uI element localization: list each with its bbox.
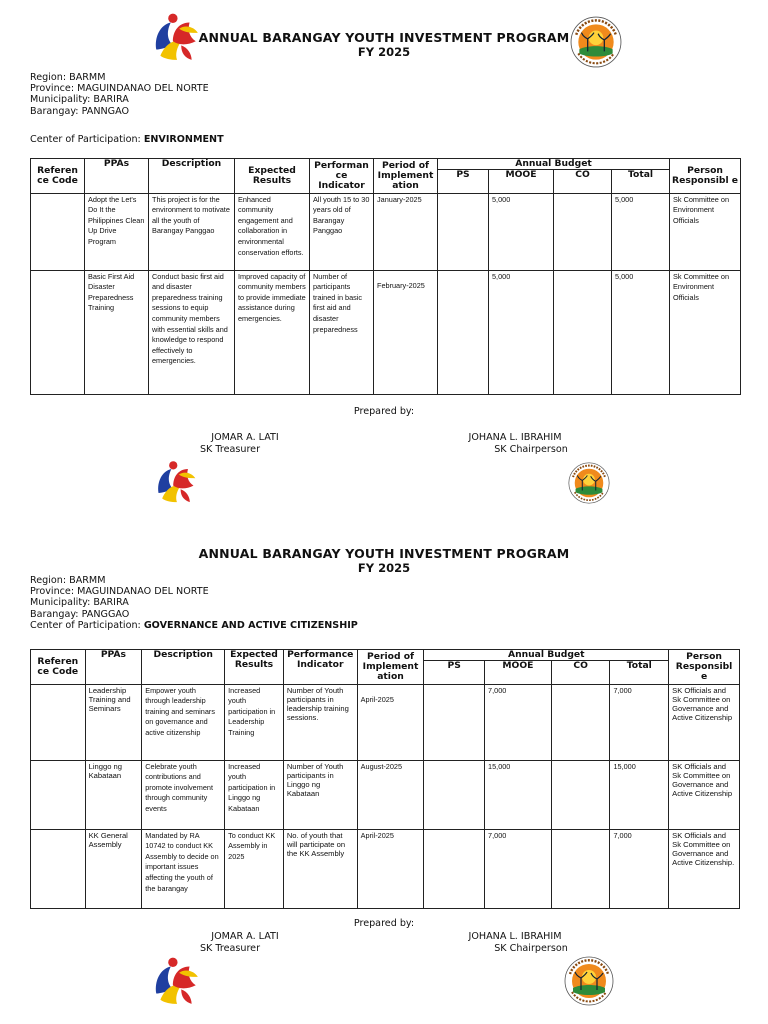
center-value: GOVERNANCE AND ACTIVE CITIZENSHIP (143, 619, 358, 631)
signer-2-title: SK Chairperson (494, 444, 568, 455)
cell-ppas: KK General Assembly (85, 829, 142, 908)
table-row (31, 684, 740, 760)
signer-1-title: SK Treasurer (199, 943, 261, 954)
header-ps: PS (438, 169, 489, 193)
signer-1-title: SK Treasurer (199, 444, 261, 455)
header-ps: PS (424, 660, 485, 684)
program-table (30, 649, 740, 909)
location-info (30, 72, 209, 117)
cell-ref (31, 193, 85, 270)
sk-logo-icon (150, 458, 202, 504)
cell-person: SK Officials and Sk Committee on Governance and Active Citizenship. (669, 829, 740, 908)
cell-total: 7,000 (610, 684, 669, 760)
center-of-participation (30, 620, 358, 631)
cell-ps (438, 270, 489, 394)
center-label: Center of Participation: (30, 134, 144, 145)
header-expected: Expected Results (235, 159, 310, 194)
cell-performance: Number of participants trained in basic first aid and disaster preparedness (310, 270, 374, 394)
cell-mooe: 5,000 (489, 270, 554, 394)
page-2 (0, 512, 768, 1024)
cell-ppas: Leadership Training and Seminars (85, 684, 142, 760)
cell-period: April-2025 (357, 684, 424, 760)
signer-1-name: JOMAR A. LATI (211, 931, 279, 942)
cell-period: August-2025 (357, 760, 424, 829)
cell-co (554, 193, 612, 270)
prepared-by: Prepared by: (353, 406, 415, 417)
header-total: Total (612, 169, 670, 193)
cell-total: 5,000 (612, 193, 670, 270)
province-line: Province: MAGUINDANAO DEL NORTE (30, 586, 209, 598)
cell-performance: All youth 15 to 30 years old of Barangay Panggao (310, 193, 374, 270)
program-table (30, 158, 741, 395)
barangay-line: Barangay: PANGGAO (30, 608, 130, 620)
table-row (31, 760, 740, 829)
cell-mooe: 7,000 (485, 684, 552, 760)
cell-period: February-2025 (374, 270, 438, 394)
header-ref: Referen ce Code (31, 650, 86, 685)
signer-2-name: JOHANA L. IBRAHIM (468, 931, 562, 942)
cell-mooe: 5,000 (489, 193, 554, 270)
barangay-seal-icon (563, 956, 615, 1006)
header-annual-budget: Annual Budget (424, 650, 669, 661)
header-co: CO (551, 660, 610, 684)
table-row (31, 193, 741, 270)
cell-expected: To conduct KK Assembly in 2025 (225, 829, 284, 908)
cell-co (551, 760, 610, 829)
cell-co (551, 684, 610, 760)
header-ppas: PPAs (85, 650, 142, 685)
header-ref: Referen ce Code (31, 159, 85, 194)
cell-description: This project is for the environment to motivate all the youth of Barangay Panggao (149, 193, 235, 270)
cell-ps (424, 760, 485, 829)
signer-2-name: JOHANA L. IBRAHIM (468, 432, 562, 443)
cell-ref (31, 684, 86, 760)
cell-period: January-2025 (374, 193, 438, 270)
province-line: Province: MAGUINDANAO DEL NORTE (30, 83, 209, 95)
header-annual-budget: Annual Budget (438, 159, 670, 170)
municipality-line: Municipality: BARIRA (30, 94, 129, 106)
cell-ps (424, 829, 485, 908)
cell-ppas: Adopt the Let's Do It the Philippines Clean Up Drive Program (85, 193, 149, 270)
cell-person: Sk Committee on Environment Officials (670, 193, 741, 270)
cell-expected: Improved capacity of community members to provide immediate assistance during emergencies. (235, 270, 310, 394)
location-info (30, 575, 358, 631)
signer-2-title: SK Chairperson (494, 943, 568, 954)
cell-performance: Number of Youth participants in Linggo ng Kabataan (283, 760, 357, 829)
cell-total: 15,000 (610, 760, 669, 829)
header-performance: Performan ce Indicator (310, 159, 374, 194)
sk-logo-icon (150, 952, 202, 1008)
header-mooe: MOOE (485, 660, 552, 684)
header-ppas: PPAs (85, 159, 149, 194)
header-person: Person Responsibl e (670, 159, 741, 194)
center-label: Center of Participation: (30, 619, 144, 631)
page-title: ANNUAL BARANGAY YOUTH INVESTMENT PROGRAM (198, 30, 570, 45)
cell-person: SK Officials and Sk Committee on Governance and Active Citizenship (669, 684, 740, 760)
cell-expected: Increased youth participation in Linggo ng Kabataan (225, 760, 284, 829)
table-row (31, 829, 740, 908)
cell-ref (31, 760, 86, 829)
header-period: Period of Implement ation (357, 650, 424, 685)
center-value: ENVIRONMENT (143, 134, 224, 145)
cell-expected: Enhanced community engagement and collaboration in environmental conservation efforts. (235, 193, 310, 270)
cell-person: Sk Committee on Environment Officials (670, 270, 741, 394)
cell-ps (424, 684, 485, 760)
cell-co (551, 829, 610, 908)
barangay-seal-icon (563, 462, 615, 504)
header-person: Person Responsibl e (669, 650, 740, 685)
cell-expected: Increased youth participation in Leadership Training (225, 684, 284, 760)
header-performance: Performance Indicator (283, 650, 357, 685)
prepared-by: Prepared by: (353, 918, 415, 929)
cell-mooe: 15,000 (485, 760, 552, 829)
fiscal-year: FY 2025 (357, 561, 411, 575)
cell-ppas: Linggo ng Kabataan (85, 760, 142, 829)
cell-total: 5,000 (612, 270, 670, 394)
cell-ppas: Basic First Aid Disaster Preparedness Training (85, 270, 149, 394)
header-expected: Expected Results (225, 650, 284, 685)
cell-description: Celebrate youth contributions and promote involvement through community events (142, 760, 225, 829)
municipality-line: Municipality: BARIRA (30, 597, 129, 609)
cell-person: SK Officials and Sk Committee on Governance and Active Citizenship (669, 760, 740, 829)
region-line: Region: BARMM (30, 72, 106, 83)
signer-1-name: JOMAR A. LATI (211, 432, 279, 443)
table-row (31, 270, 741, 394)
barangay-line: Barangay: PANNGAO (30, 105, 130, 117)
header-total: Total (610, 660, 669, 684)
cell-mooe: 7,000 (485, 829, 552, 908)
cell-description: Empower youth through leadership training and seminars on governance and active citizenship (142, 684, 225, 760)
cell-co (554, 270, 612, 394)
region-line: Region: BARMM (30, 575, 106, 586)
fiscal-year: FY 2025 (357, 45, 411, 59)
cell-performance: No. of youth that will participate on the KK Assembly (283, 829, 357, 908)
page-title: ANNUAL BARANGAY YOUTH INVESTMENT PROGRAM (198, 546, 570, 561)
cell-ref (31, 270, 85, 394)
cell-performance: Number of Youth participants in leadership training sessions. (283, 684, 357, 760)
header-co: CO (554, 169, 612, 193)
header-description: Description (149, 159, 235, 194)
center-of-participation (30, 134, 224, 145)
cell-total: 7,000 (610, 829, 669, 908)
header-period: Period of Implement ation (374, 159, 438, 194)
cell-description: Conduct basic first aid and disaster preparedness training sessions to equip community members with essential skills and knowledge to respond effectively to emergencies. (149, 270, 235, 394)
cell-ps (438, 193, 489, 270)
cell-description: Mandated by RA 10742 to conduct KK Assembly to decide on important issues affecting the youth of the barangay (142, 829, 225, 908)
header-description: Description (142, 650, 225, 685)
cell-period: April-2025 (357, 829, 424, 908)
cell-ref (31, 829, 86, 908)
header-mooe: MOOE (489, 169, 554, 193)
